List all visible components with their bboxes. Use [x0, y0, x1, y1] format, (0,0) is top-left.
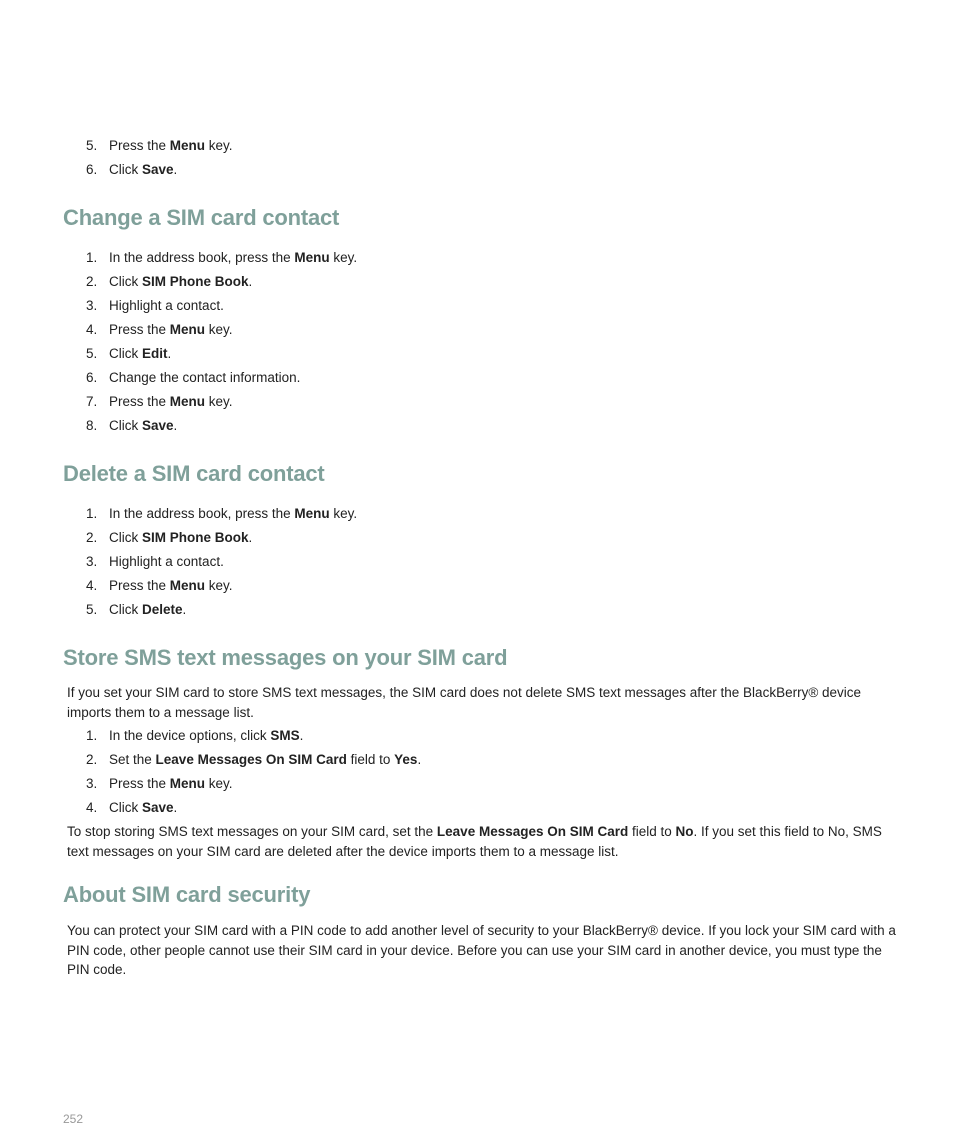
store-sms-intro-paragraph: If you set your SIM card to store SMS text messages, the SIM card does not delete SMS text messages after the BlackBerry® device imports them to a message list. [67, 685, 862, 720]
step-item: 5. Click Delete. [86, 602, 187, 617]
step-item: 4. Press the Menu key. [86, 578, 233, 593]
intro-steps-list [86, 134, 233, 182]
step-item: 1. In the address book, press the Menu key. [86, 506, 358, 521]
step-item: 8. Click Save. [86, 418, 178, 433]
step-item: 3. Press the Menu key. [86, 776, 233, 791]
step-item: 2. Click SIM Phone Book. [86, 274, 253, 289]
step-item: 5. Press the Menu key. [86, 138, 233, 153]
store-sms-steps-list [86, 724, 421, 820]
step-item: 7. Press the Menu key. [86, 394, 233, 409]
delete-contact-steps-list [86, 502, 357, 622]
step-item: 3. Highlight a contact. [86, 298, 224, 313]
change-contact-steps-list [86, 246, 357, 438]
step-item: 5. Click Edit. [86, 346, 172, 361]
step-item: 4. Click Save. [86, 800, 178, 815]
section-heading-delete-contact: Delete a SIM card contact [63, 461, 325, 486]
section-heading-sim-security: About SIM card security [63, 882, 311, 907]
step-item: 6. Change the contact information. [86, 370, 301, 385]
step-item: 2. Set the Leave Messages On SIM Card field to Yes. [86, 752, 422, 767]
step-item: 6. Click Save. [86, 162, 178, 177]
step-item: 1. In the device options, click SMS. [86, 728, 304, 743]
section-heading-store-sms: Store SMS text messages on your SIM card [63, 645, 508, 670]
step-item: 2. Click SIM Phone Book. [86, 530, 253, 545]
step-item: 1. In the address book, press the Menu key. [86, 250, 358, 265]
section-heading-change-contact: Change a SIM card contact [63, 205, 340, 230]
page-number: 252 [63, 1112, 84, 1126]
sim-security-paragraph: You can protect your SIM card with a PIN code to add another level of security to your BlackBerry® device. If you lock your SIM card with a PIN code, other people cannot use their SIM card in your device. Before you can use your SIM card in another device, you must type the PIN code. [67, 923, 896, 977]
step-item: 3. Highlight a contact. [86, 554, 224, 569]
step-item: 4. Press the Menu key. [86, 322, 233, 337]
store-sms-note-paragraph: To stop storing SMS text messages on your SIM card, set the Leave Messages On SIM Card field to No. If you set this field to No, SMS text messages on your SIM card are deleted after the device imports them to a message list. [67, 824, 882, 859]
